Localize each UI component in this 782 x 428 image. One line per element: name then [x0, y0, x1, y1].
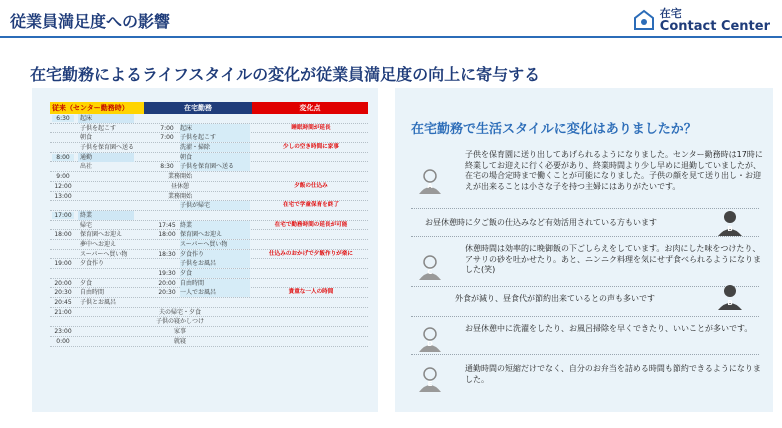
row-office-activity: 帰宅: [80, 221, 93, 229]
row-shared-activity: 業務開始: [167, 173, 192, 181]
schedule-row: [50, 133, 368, 143]
row-home-activity: 子供を保育園へ送る: [180, 162, 250, 171]
person-label: C: [427, 268, 433, 276]
person-icon: [415, 324, 445, 354]
row-time: 12:00: [54, 182, 72, 190]
row-change-note: 貴重な一人の時間: [288, 289, 334, 296]
row-home-time: 18:30: [158, 250, 176, 258]
question-title: 在宅勤務で生活スタイルに変化はありましたか？: [411, 122, 697, 137]
schedule-row: [50, 240, 368, 250]
row-time: 21:00: [54, 308, 72, 316]
schedule-panel: [32, 88, 378, 412]
schedule-row: [50, 182, 368, 192]
row-shared-activity: 家事: [173, 328, 186, 336]
row-office-activity: 子供を保育園へ送る: [80, 144, 135, 152]
person-icon: [715, 282, 745, 312]
divider: [411, 354, 759, 355]
row-home-activity: 朝食: [180, 153, 250, 162]
logo-text-top: 在宅: [659, 7, 682, 20]
row-home-time: 20:30: [158, 289, 176, 297]
row-shared-activity: 昼休憩: [170, 182, 189, 190]
schedule-row: [50, 259, 368, 269]
header-divider: [0, 36, 782, 38]
qa-panel: [395, 88, 773, 412]
person-e-avatar: [415, 364, 445, 398]
header: [0, 0, 782, 40]
row-change-note: 仕込みのおかげで夕飯作りが楽に: [269, 250, 353, 257]
row-home-activity: スーパーへ買い物: [180, 240, 250, 249]
row-time: 23:00: [54, 328, 72, 336]
person-b-avatar: [715, 282, 745, 316]
row-home-activity: 夕食: [180, 269, 250, 278]
person-label: A: [427, 182, 433, 190]
row-home-activity: 夕食作り: [180, 250, 250, 259]
row-office-activity: 夢中へお迎え: [80, 240, 117, 248]
row-shared-activity: 就寝: [173, 337, 186, 345]
logo: [633, 7, 770, 33]
row-office-activity: [78, 201, 134, 210]
row-office-activity: 子供とお風呂: [80, 299, 117, 307]
divider: [411, 208, 759, 209]
schedule-row: [50, 337, 368, 347]
row-home-time: 20:00: [158, 279, 176, 287]
person-c-avatar: [415, 252, 445, 286]
person-icon: [415, 252, 445, 282]
person-icon: [415, 364, 445, 394]
row-home-activity: 洗濯・掃除: [180, 143, 250, 152]
person-icon: [415, 166, 445, 196]
row-change-note: 少しの空き時間に家事: [283, 144, 339, 151]
row-office-activity: 夕食作り: [80, 260, 105, 268]
row-home-activity: 一人でお風呂: [180, 288, 250, 297]
headline: 在宅勤務によるライフスタイルの変化が従業員満足度の向上に寄与する: [30, 65, 541, 84]
answer-a: 子供を保育園に送り出してあげられるようになりました。センター勤務時は17時に終業してお迎えに行く必要があり、終業時間より少し早めに退勤していましたが、在宅の場合定時まで働くことが可能になりました。子供の顔を見て送り出し・お迎えが出来ることは小さな子を持つ主婦にはありがたいです。: [465, 150, 763, 191]
row-time: 8:00: [52, 154, 74, 161]
row-time: 13:00: [54, 192, 72, 200]
row-time: 20:30: [54, 289, 72, 297]
schedule-row: [50, 230, 368, 240]
row-time: 19:00: [54, 260, 72, 268]
person-icon: [715, 208, 745, 238]
row-office-activity: [78, 269, 134, 278]
schedule-row: [50, 269, 368, 279]
house-logo-icon: [633, 9, 655, 31]
schedule-row: [50, 221, 368, 231]
person-label: B: [727, 225, 733, 233]
schedule-row: [50, 308, 368, 318]
person-label: D: [427, 340, 433, 348]
answer-c: 休憩時間は効率的に晩御飯の下ごしらえをしています。お肉にした味をつけたり、アサリの砂を吐かせたり。あと、ニンニク料理を気にせず食べられるようになりました(笑): [465, 244, 761, 274]
answer-b2: 外食が減り、昼食代が節約出来ているとの声も多いです: [455, 294, 655, 303]
schedule-header-row: [50, 102, 368, 114]
row-home-activity: 自由時間: [180, 279, 250, 288]
schedule-row: [50, 298, 368, 308]
row-shared-activity: 業務開始: [167, 192, 192, 200]
answer-b1: お昼休憩時に夕ご飯の仕込みなど有効活用されている方もいます: [425, 218, 657, 227]
schedule-row: [50, 124, 368, 134]
schedule-row: [50, 153, 368, 163]
row-office-activity: 夕食: [80, 279, 93, 287]
schedule-row: [50, 250, 368, 260]
row-office-activity: 出社: [80, 163, 93, 171]
row-change-note: 在宅で勤務時間の延長が可能: [274, 221, 348, 228]
schedule-row: [50, 192, 368, 202]
schedule-body: [50, 114, 368, 347]
schedule-row: [50, 143, 368, 153]
schedule-row: [50, 288, 368, 298]
schedule-row: [50, 327, 368, 337]
page-title: 従業員満足度への影響: [10, 12, 171, 31]
row-office-activity: 子供を起こす: [80, 124, 117, 132]
row-home-time: 17:45: [158, 221, 176, 229]
row-home-time: 18:00: [158, 231, 176, 239]
schedule-row: [50, 162, 368, 172]
row-home-activity: 子供を起こす: [180, 133, 250, 142]
row-office-activity: スーパーへ買い物: [80, 250, 128, 258]
row-time: 6:30: [52, 115, 74, 122]
row-office-activity: 終業: [78, 211, 134, 220]
row-home-activity: 終業: [180, 221, 250, 230]
schedule-row: [50, 211, 368, 221]
person-d-avatar: [415, 324, 445, 358]
row-time: 20:45: [54, 299, 72, 307]
schedule-row: [50, 201, 368, 211]
row-home-time: 7:00: [160, 124, 174, 132]
schedule-row: [50, 317, 368, 327]
header-home: 在宅勤務: [144, 102, 252, 114]
header-office: 従来（センター勤務時）: [50, 102, 144, 114]
divider: [411, 316, 759, 317]
divider: [411, 286, 759, 287]
answer-e: 通勤時間の短縮だけでなく、自分のお弁当を詰める時間も節約できるようになりました。: [465, 364, 761, 384]
schedule-row: [50, 279, 368, 289]
divider: [411, 236, 759, 237]
row-home-activity: 子供が帰宅: [180, 201, 250, 210]
row-time: 18:00: [54, 231, 72, 239]
row-home-time: 19:30: [158, 270, 176, 277]
row-home-activity: 起床: [180, 124, 250, 133]
person-b-avatar: [715, 208, 745, 242]
row-office-activity: 自由時間: [80, 289, 105, 297]
row-office-activity: 朝食: [80, 134, 93, 142]
row-home-activity: 保育園へお迎え: [180, 230, 250, 239]
row-change-note: 夕飯の仕込み: [294, 182, 328, 189]
row-office-activity: 保育園へお迎え: [80, 231, 123, 239]
row-office-activity: 通勤: [78, 153, 134, 162]
logo-text-bottom: Contact Center: [659, 19, 770, 34]
row-shared-activity: 子供の寝かしつけ: [155, 318, 204, 326]
row-change-note: 睡眠時間が延長: [291, 124, 331, 131]
person-label: E: [427, 380, 433, 388]
row-home-activity: 子供をお風呂: [180, 259, 250, 268]
schedule-row: [50, 114, 368, 124]
answer-d: お昼休憩中に洗濯をしたり、お風呂掃除を早くできたり、いいことが多いです。: [465, 324, 753, 333]
row-home-time: 7:00: [160, 134, 174, 142]
row-change-note: 在宅で学童保育を終了: [283, 202, 339, 209]
row-home-time: 8:30: [160, 163, 174, 171]
header-change: 変化点: [252, 102, 368, 114]
schedule-table: [50, 102, 368, 347]
row-time: 9:00: [56, 173, 70, 181]
person-label: B: [727, 299, 733, 307]
person-a-avatar: [415, 166, 445, 200]
row-time: 20:00: [54, 279, 72, 287]
row-time: 17:00: [52, 212, 74, 219]
schedule-row: [50, 172, 368, 182]
row-office-activity: 起床: [78, 114, 134, 123]
row-shared-activity: 夫の帰宅・夕食: [158, 308, 201, 316]
row-time: 0:00: [56, 337, 70, 345]
